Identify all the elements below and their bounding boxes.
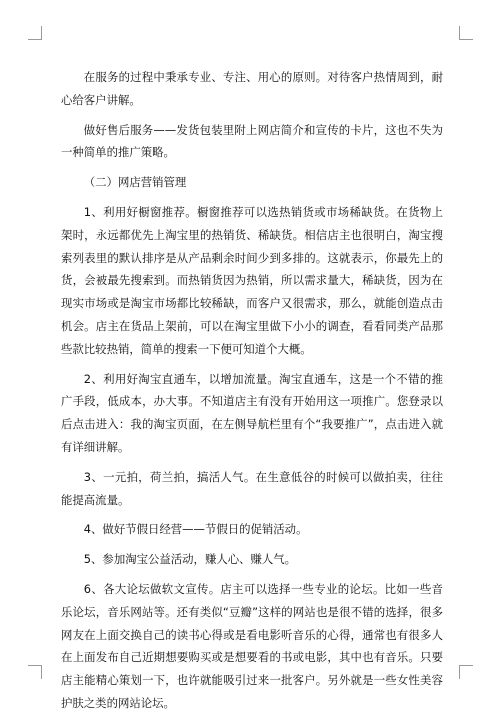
crop-mark-bottom-right bbox=[459, 665, 473, 679]
paragraph-item-2: 2、利用好淘宝直通车，以增加流量。淘宝直通车，这是一个不错的推广手段，低成本，办大事。不知道店主有没有开始用这一项推广。您登录以后点击进入：我的淘宝页面，在左侧导航栏里有个“我要推广”，点击进入就有详细讲解。 bbox=[61, 371, 443, 454]
paragraph-item-3: 3、一元拍，荷兰拍，搞活人气。在生意低谷的时候可以做拍卖，往往能提高流量。 bbox=[61, 469, 443, 507]
crop-mark-bottom-left bbox=[28, 665, 42, 679]
paragraph-service-principle: 在服务的过程中秉承专业、专注、用心的原则。对待客户热情周到，耐心给客户讲解。 bbox=[61, 70, 443, 107]
paragraph-item-1: 1、利用好橱窗推荐。橱窗推荐可以选热销货或市场稀缺货。在货物上架时，永远都优先上淘宝里的热销货、稀缺货。相信店主也很明白，淘宝搜索列表里的默认排序是从产品剩余时间少到多排的。这就表示，你最先上的货，会被最先搜索到。而热销货因为热销，所以需求量大，稀缺货，因为在现实市场或是淘宝市场都比较稀缺，而客户又很需求，那么，就能创造点击机会。店主在货品上架前，可以在淘宝里做下小小的调查，看看同类产品那些款比较热销，简单的搜索一下便可知道个大概。 bbox=[61, 204, 443, 356]
document-body bbox=[61, 66, 443, 722]
paragraph-after-sales: 做好售后服务——发货包装里附上网店简介和宣传的卡片，这也不失为一种简单的推广策略。 bbox=[61, 122, 443, 160]
crop-mark-top-right bbox=[459, 26, 473, 40]
paragraph-item-6: 6、各大论坛做软文宣传。店主可以选择一些专业的论坛。比如一些音乐论坛，音乐网站等。还有类似“豆瓣”这样的网站也是很不错的选择，很多网友在上面交换自己的读书心得或是看电影听音乐的心得，通常也有很多人在上面发布自己近期想要购买或是想要看的书或电影，其中也有音乐。只要店主能精心策划一下，也许就能吸引过来一批客户。另外就是一些女性美容护肤之类的网站论坛。 bbox=[61, 581, 443, 710]
paragraph-item-5: 5、参加淘宝公益活动，赚人心、赚人气。 bbox=[83, 552, 297, 567]
paragraph-item-4: 4、做好节假日经营——节假日的促销活动。 bbox=[83, 522, 308, 537]
section-heading: （二）网店营销管理 bbox=[83, 175, 187, 190]
crop-mark-top-left bbox=[28, 26, 42, 40]
